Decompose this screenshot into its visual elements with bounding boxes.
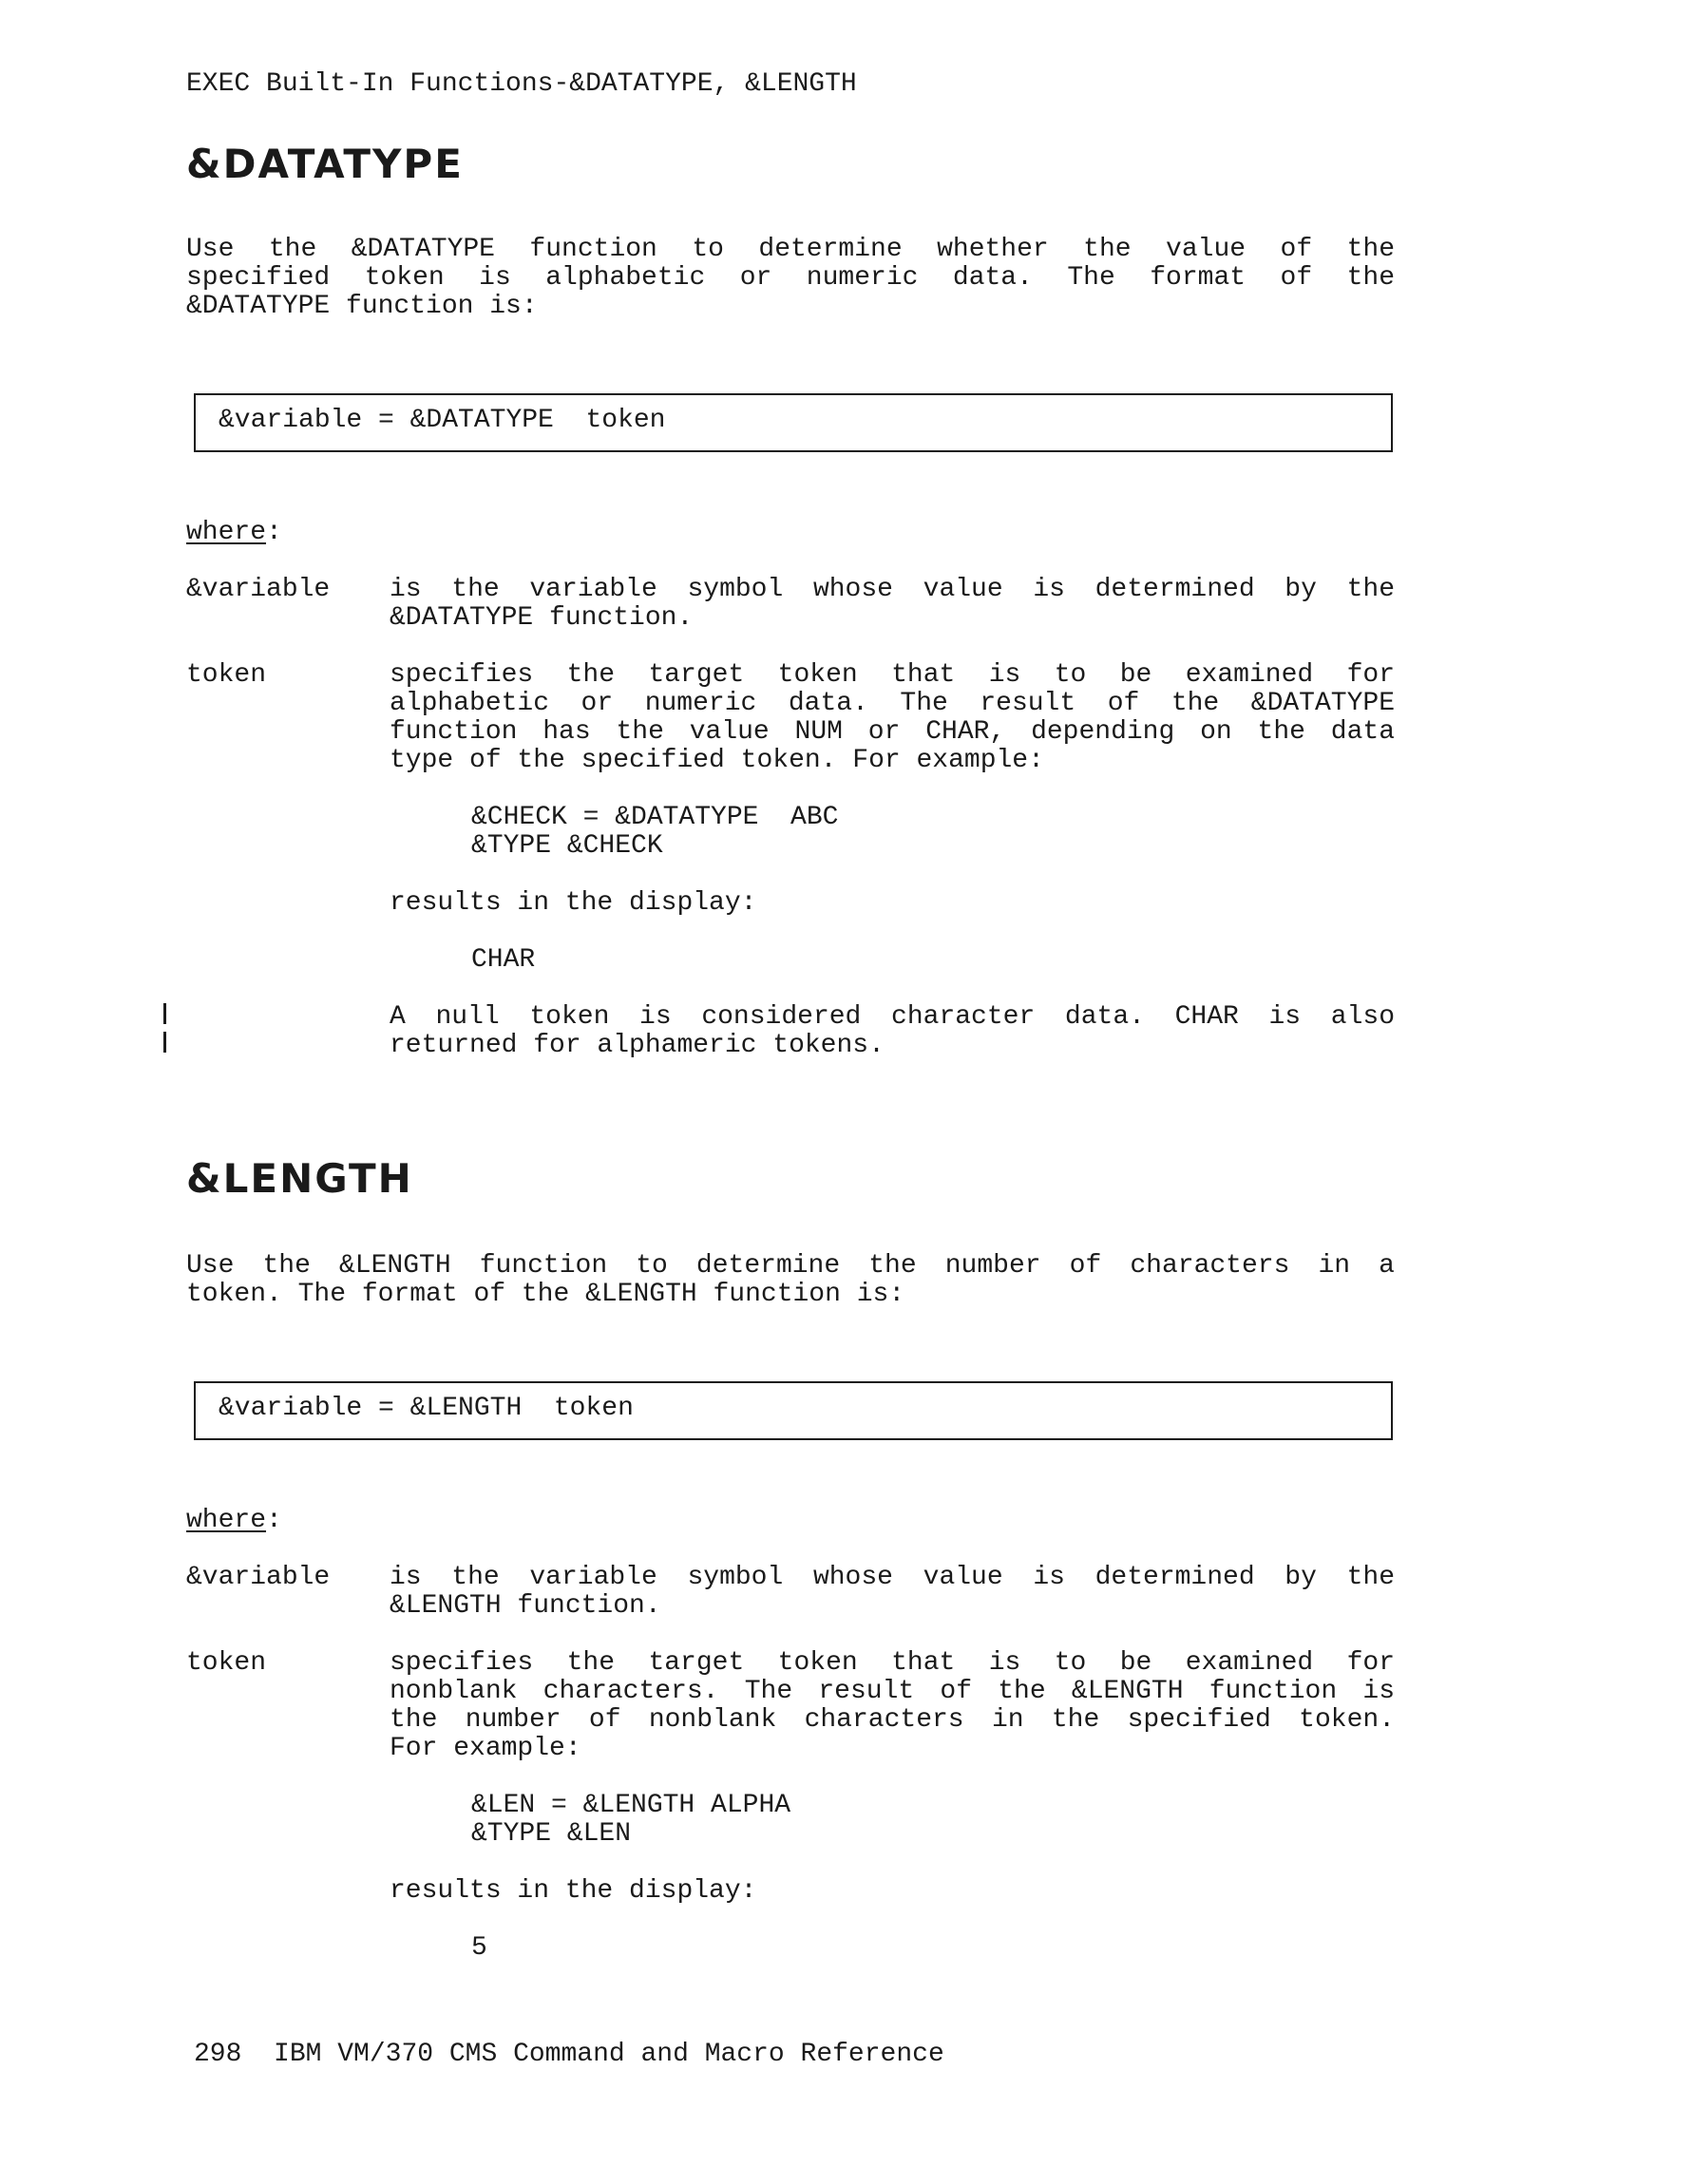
length-intro-line-2: token. The format of the &LENGTH function is: [186, 1280, 905, 1309]
datatype-example-code-line-1: &CHECK = &DATATYPE ABC [471, 803, 839, 832]
length-param-token-line-2: nonblank characters. The result of the &LENGTH function is [390, 1677, 1395, 1706]
datatype-param-token-line-1: specifies the target token that is to be examined for [390, 660, 1395, 690]
length-example-code-line-1: &LEN = &LENGTH ALPHA [471, 1791, 791, 1820]
length-results-text: results in the display: [390, 1876, 757, 1906]
length-param-token-line-3: the number of nonblank characters in the specified token. [390, 1705, 1395, 1735]
length-param-token-line-4: For example: [390, 1734, 581, 1763]
datatype-param-variable-line-1: is the variable symbol whose value is determined by the [390, 575, 1395, 604]
section-title-datatype: &DATATYPE [186, 141, 464, 187]
datatype-param-variable-line-2: &DATATYPE function. [390, 603, 694, 633]
page-footer [194, 2041, 944, 2069]
length-example-code-line-2: &TYPE &LEN [471, 1819, 632, 1849]
datatype-param-term-token: token [186, 660, 267, 690]
datatype-param-token-line-3: function has the value NUM or CHAR, depending on the data [390, 717, 1395, 747]
length-intro-line-1: Use the &LENGTH function to determine the number of characters in a [186, 1251, 1395, 1281]
page-number: 298 [194, 2040, 242, 2069]
running-header: EXEC Built-In Functions-&DATATYPE, &LENGTH [186, 69, 857, 99]
length-param-token-line-1: specifies the target token that is to be examined for [390, 1648, 1395, 1678]
revision-bar [163, 1032, 166, 1053]
datatype-param-token-line-2: alphabetic or numeric data. The result of the &DATATYPE [390, 689, 1395, 718]
datatype-where-label: where: [186, 518, 282, 547]
datatype-results-text: results in the display: [390, 888, 757, 918]
datatype-intro-line-2: specified token is alphabetic or numeric data. The format of the [186, 263, 1395, 293]
length-format-box [194, 1381, 1393, 1440]
section-title-length: &LENGTH [186, 1155, 413, 1202]
datatype-format-text: &variable = &DATATYPE token [219, 406, 666, 435]
length-param-term-token: token [186, 1648, 267, 1678]
datatype-intro-line-3: &DATATYPE function is: [186, 292, 538, 321]
datatype-format-box [194, 393, 1393, 452]
datatype-param-token-line-4: type of the specified token. For example: [390, 746, 1044, 775]
datatype-result-value: CHAR [471, 945, 536, 975]
datatype-param-term-variable: &variable [186, 575, 331, 604]
revision-bar [163, 1003, 166, 1024]
datatype-note-line-2: returned for alphameric tokens. [390, 1031, 885, 1060]
length-result-value: 5 [471, 1933, 487, 1963]
datatype-example-code-line-2: &TYPE &CHECK [471, 831, 663, 861]
length-param-term-variable: &variable [186, 1563, 331, 1592]
length-format-text: &variable = &LENGTH token [219, 1394, 634, 1423]
length-param-variable-line-2: &LENGTH function. [390, 1591, 661, 1621]
book-title: IBM VM/370 CMS Command and Macro Reference [274, 2040, 944, 2069]
datatype-intro-line-1: Use the &DATATYPE function to determine whether the value of the [186, 235, 1395, 264]
datatype-note-line-1: A null token is considered character data. CHAR is also [390, 1002, 1395, 1032]
length-param-variable-line-1: is the variable symbol whose value is determined by the [390, 1563, 1395, 1592]
length-where-label: where: [186, 1506, 282, 1535]
